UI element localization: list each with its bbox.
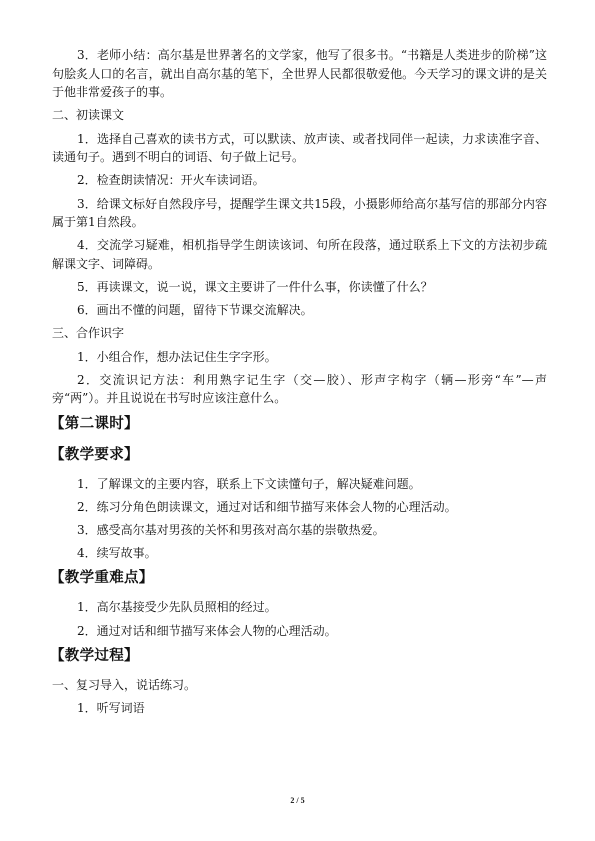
document-body xyxy=(52,46,547,722)
list-item-requirement-2: 2．练习分角色朗读课文，通过对话和细节描写来体会人物的心理活动。 xyxy=(77,499,457,514)
list-item-discuss-difficulties: 4．交流学习疑难，相机指导学生朗读该词、句所在段落，通过联系上下文的方法初步疏解课文字、词障碍。 xyxy=(52,238,547,271)
list-item-reading-method: 1．选择自己喜欢的读书方式，可以默读、放声读、或者找同伴一起读，力求读准字音、读通句子。遇到不明白的词语、句子做上记号。 xyxy=(52,131,547,165)
list-item-check-reading: 2．检查朗读情况：开火车读词语。 xyxy=(77,173,265,188)
list-item-difficulty-2: 2．通过对话和细节描写来体会人物的心理活动。 xyxy=(77,623,337,638)
list-item-requirement-4: 4．续写故事。 xyxy=(77,546,157,561)
heading-second-lesson: 【第二课时】 xyxy=(50,415,139,432)
list-item-difficulty-1: 1．高尔基接受少先队员照相的经过。 xyxy=(77,600,277,615)
section-heading-first-reading: 二、初读课文 xyxy=(52,108,125,123)
paragraph-teacher-summary: 3．老师小结：高尔基是世界著名的文学家，他写了很多书。“书籍是人类进步的阶梯”这句脍炙人口的名言，就出自高尔基的笔下，全世界人民都很敬爱他。今天学习的课文讲的是关于他非常爱孩子的事。 xyxy=(52,48,547,100)
list-item-reread: 5．再读课文，说一说，课文主要讲了一件什么事，你读懂了什么？ xyxy=(77,280,433,295)
section-heading-cooperative-literacy: 三、合作识字 xyxy=(52,326,125,341)
list-item-mark-questions: 6．画出不懂的问题，留待下节课交流解决。 xyxy=(77,303,313,318)
page-number: 2 / 5 xyxy=(290,796,305,805)
heading-key-difficulties: 【教学重难点】 xyxy=(50,570,154,587)
list-item-requirement-3: 3．感受高尔基对男孩的关怀和男孩对高尔基的崇敬热爱。 xyxy=(77,523,385,537)
heading-teaching-process: 【教学过程】 xyxy=(50,647,139,664)
list-item-dictation: 1．听写词语 xyxy=(77,700,145,715)
list-item-mark-paragraphs: 3．给课文标好自然段序号，提醒学生课文共15段，小摄影师给高尔基写信的那部分内容属于第1自然段。 xyxy=(52,196,547,230)
list-item-memorization-methods: 2．交流识记方法：利用熟字记生字（交—胶）、形声字构字（辆—形旁“车”—声旁“两”）。并且说说在书写时应该注意什么。 xyxy=(52,372,547,406)
list-item-group-cooperation: 1．小组合作，想办法记住生字字形。 xyxy=(77,349,277,364)
section-heading-review: 一、复习导入，说话练习。 xyxy=(52,677,197,692)
list-item-requirement-1: 1．了解课文的主要内容，联系上下文读懂句子，解决疑难问题。 xyxy=(77,476,421,491)
heading-teaching-requirements: 【教学要求】 xyxy=(50,446,139,463)
